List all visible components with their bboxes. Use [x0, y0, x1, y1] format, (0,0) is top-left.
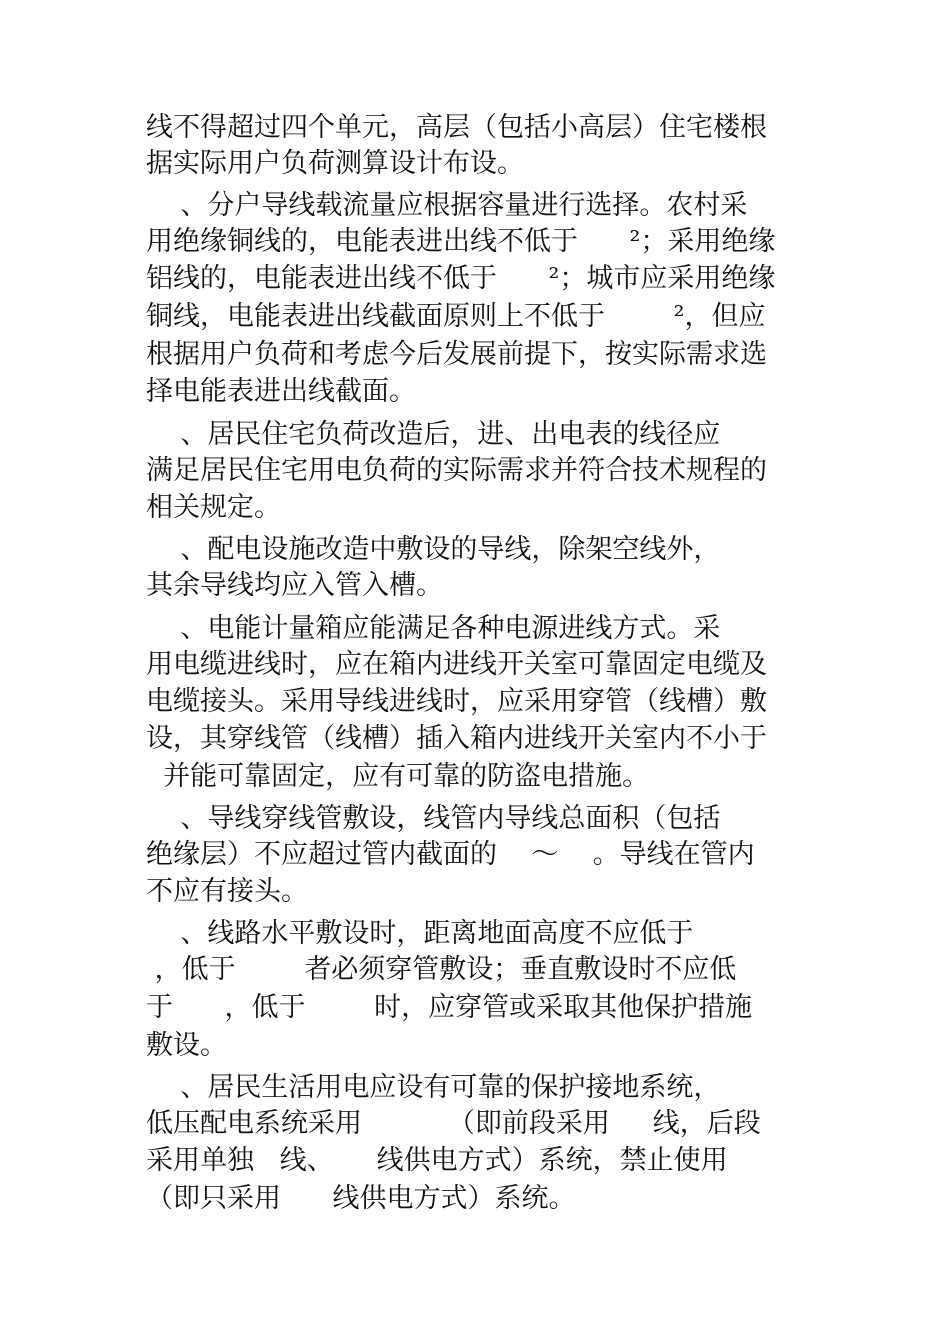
text-line: 线不得超过四个单元，高层（包括小高层）住宅楼根: [146, 112, 767, 143]
text-line: 用电缆进线时，应在箱内进线开关室可靠固定电缆及: [146, 649, 767, 680]
text-line: 并能可靠固定，应有可靠的防盗电措施。: [146, 761, 650, 792]
text-line: 、电能计量箱应能满足各种电源进线方式。采: [146, 613, 721, 644]
text-line: 据实际用户负荷测算设计布设。: [146, 148, 524, 179]
text-line: 相关规定。: [146, 492, 281, 523]
text-line: 采用单独 线、 线供电方式）系统，禁止使用: [146, 1145, 728, 1176]
text-line: 、居民住宅负荷改造后，进、出电表的线径应: [146, 419, 721, 450]
text-line: 低压配电系统采用 （即前段采用 线，后段: [146, 1108, 761, 1139]
text-line: 、居民生活用电应设有可靠的保护接地系统，: [146, 1072, 721, 1103]
text-line: 其余导线均应入管入槽。: [146, 570, 443, 601]
text-line: 铜线，电能表进出线截面原则上不低于 ²，但应: [146, 301, 766, 332]
text-line: 、导线穿线管敷设，线管内导线总面积（包括: [146, 803, 721, 834]
text-line: 、线路水平敷设时，距离地面高度不应低于: [146, 918, 694, 949]
text-line: 择电能表进出线截面。: [146, 376, 416, 407]
text-line: 于 ，低于 时，应穿管或采取其他保护措施: [146, 992, 753, 1023]
text-line: 敷设。: [146, 1030, 227, 1061]
text-line: 用绝缘铜线的，电能表进出线不低于 ²；采用绝缘: [146, 226, 776, 257]
text-line: 铝线的，电能表进出线不低于 ²；城市应采用绝缘: [146, 263, 776, 294]
text-line: 设，其穿线管（线槽）插入箱内进线开关室内不小于: [146, 723, 767, 754]
text-line: （即只采用 线供电方式）系统。: [146, 1183, 576, 1214]
text-line: 满足居民住宅用电负荷的实际需求并符合技术规程的: [146, 455, 767, 486]
text-line: 不应有接头。: [146, 876, 308, 907]
text-line: 绝缘层）不应超过管内截面的 ～ 。导线在管内: [146, 839, 755, 870]
text-line: 电缆接头。采用导线进线时，应采用穿管（线槽）敷: [146, 686, 767, 717]
text-line: ，低于 者必须穿管敷设；垂直敷设时不应低: [146, 954, 737, 985]
text-line: 、配电设施改造中敷设的导线，除架空线外，: [146, 534, 721, 565]
text-line: 根据用户负荷和考虑今后发展前提下，按实际需求选: [146, 339, 767, 370]
text-line: 、分户导线载流量应根据容量进行选择。农村采: [146, 190, 748, 221]
